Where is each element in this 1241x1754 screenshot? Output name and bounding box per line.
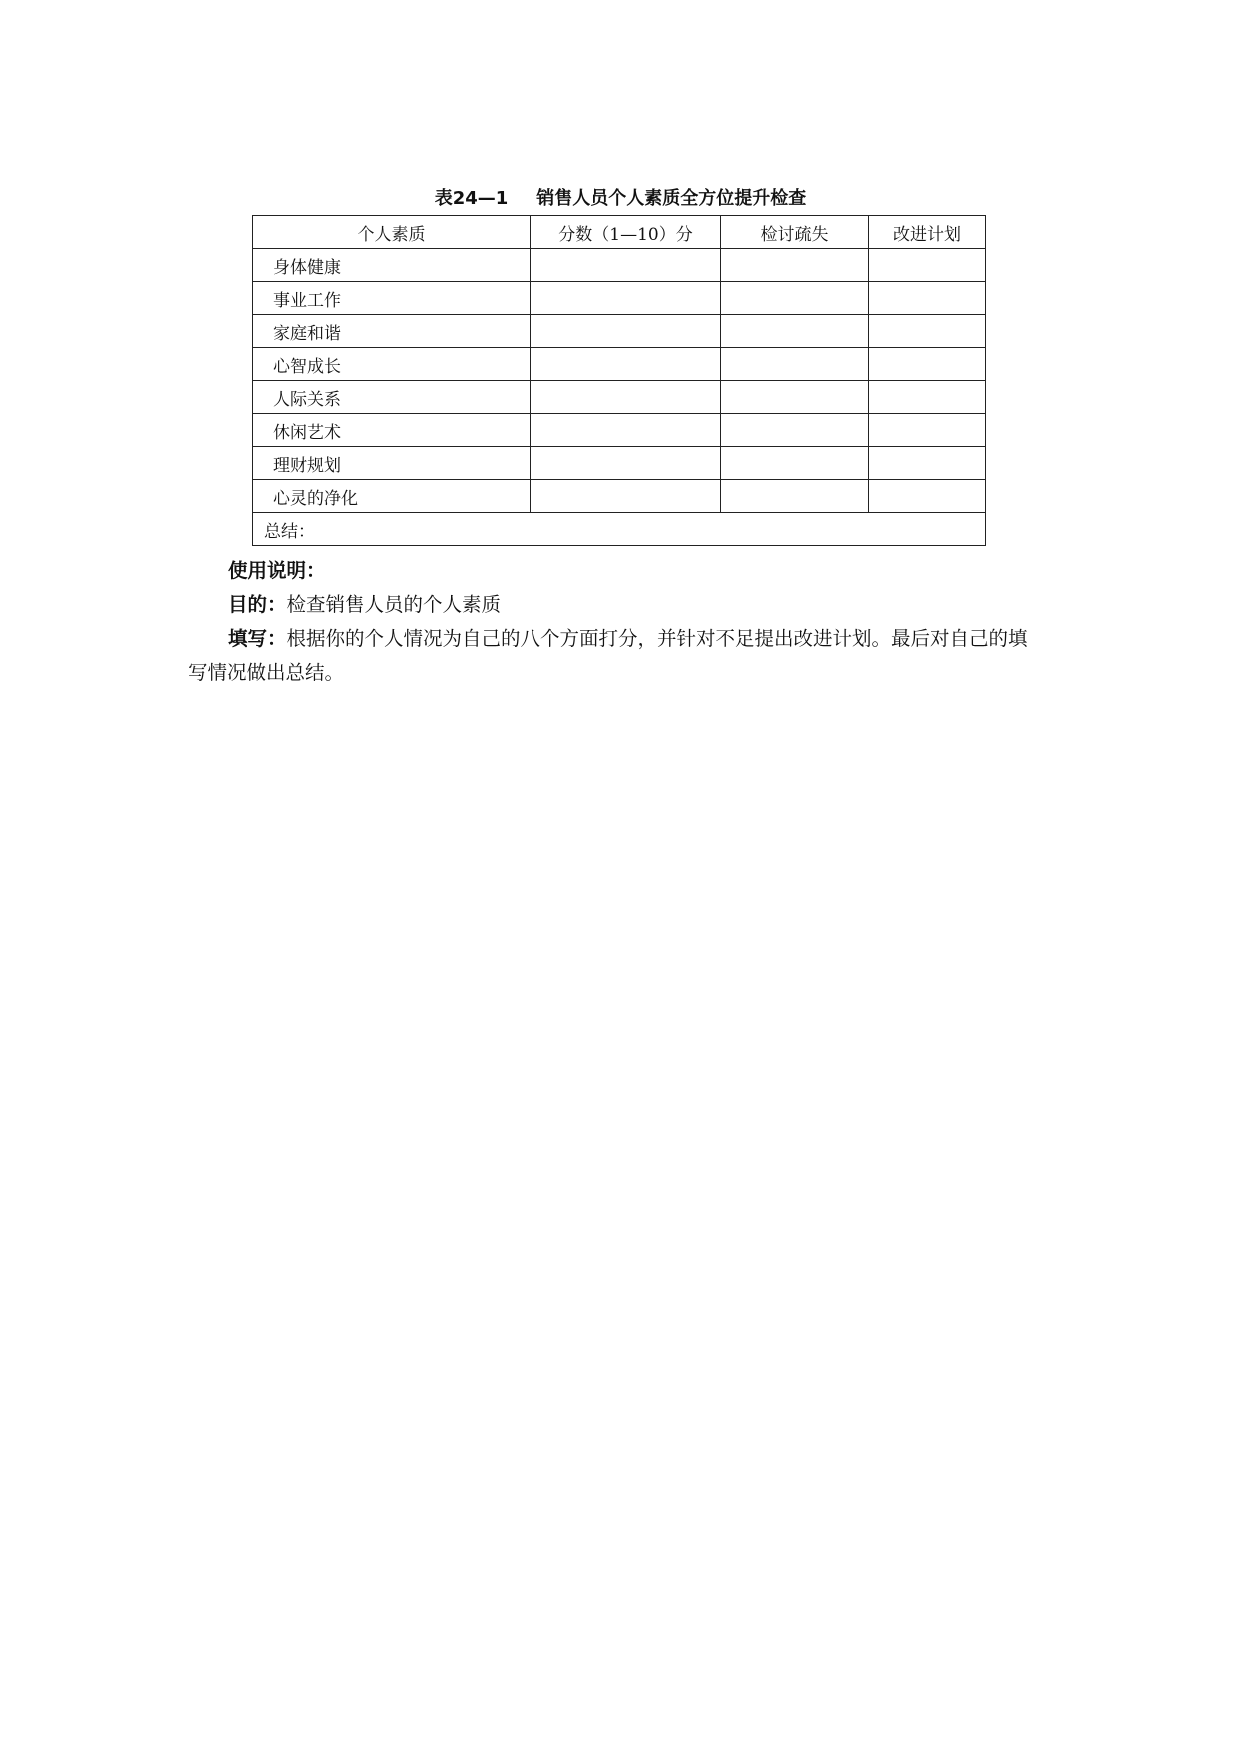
- score-cell[interactable]: [531, 315, 721, 348]
- plan-cell[interactable]: [869, 447, 986, 480]
- table-row: [253, 414, 986, 447]
- review-cell[interactable]: [721, 447, 869, 480]
- score-cell[interactable]: [531, 414, 721, 447]
- quality-label: 理财规划: [253, 447, 531, 480]
- table-row: [253, 480, 986, 513]
- header-score: 分数（1—10）分: [531, 216, 721, 249]
- score-cell[interactable]: [531, 282, 721, 315]
- quality-label: 心灵的净化: [253, 480, 531, 513]
- table-row: [253, 348, 986, 381]
- review-cell[interactable]: [721, 249, 869, 282]
- quality-label: 人际关系: [253, 381, 531, 414]
- quality-label: 身体健康: [253, 249, 531, 282]
- summary-row: [253, 513, 986, 546]
- table-header-row: [253, 216, 986, 249]
- table-row: [253, 282, 986, 315]
- plan-cell[interactable]: [869, 414, 986, 447]
- quality-label: 事业工作: [253, 282, 531, 315]
- purpose-label: 目的：: [228, 593, 287, 616]
- fill-text: 根据你的个人情况为自己的八个方面打分，并针对不足提出改进计划。最后对自己的填写情况做出总结。: [188, 627, 1028, 684]
- plan-cell[interactable]: [869, 348, 986, 381]
- score-cell[interactable]: [531, 249, 721, 282]
- table-number: 表24—1: [434, 188, 509, 209]
- purpose-text: 检查销售人员的个人素质: [286, 593, 502, 616]
- instructions-heading: 使用说明：: [228, 559, 326, 582]
- plan-cell[interactable]: [869, 315, 986, 348]
- quality-label: 心智成长: [253, 348, 531, 381]
- fill-label: 填写：: [228, 627, 287, 650]
- quality-label: 休闲艺术: [253, 414, 531, 447]
- score-cell[interactable]: [531, 348, 721, 381]
- header-plan: 改进计划: [869, 216, 986, 249]
- table-row: [253, 447, 986, 480]
- score-cell[interactable]: [531, 480, 721, 513]
- review-cell[interactable]: [721, 348, 869, 381]
- quality-check-table: [252, 215, 986, 546]
- review-cell[interactable]: [721, 381, 869, 414]
- summary-cell[interactable]: [253, 513, 986, 546]
- plan-cell[interactable]: [869, 249, 986, 282]
- review-cell[interactable]: [721, 480, 869, 513]
- header-review: 检讨疏失: [721, 216, 869, 249]
- score-cell[interactable]: [531, 447, 721, 480]
- review-cell[interactable]: [721, 414, 869, 447]
- plan-cell[interactable]: [869, 480, 986, 513]
- table-row: [253, 315, 986, 348]
- header-quality: 个人素质: [253, 216, 531, 249]
- summary-label: 总结：: [264, 521, 315, 542]
- table-row: [253, 249, 986, 282]
- table-title-text: 销售人员个人素质全方位提升检查: [536, 188, 807, 209]
- usage-instructions: [188, 554, 1040, 690]
- score-cell[interactable]: [531, 381, 721, 414]
- review-cell[interactable]: [721, 282, 869, 315]
- quality-label: 家庭和谐: [253, 315, 531, 348]
- review-cell[interactable]: [721, 315, 869, 348]
- table-title: [0, 186, 1241, 212]
- plan-cell[interactable]: [869, 381, 986, 414]
- table-row: [253, 381, 986, 414]
- plan-cell[interactable]: [869, 282, 986, 315]
